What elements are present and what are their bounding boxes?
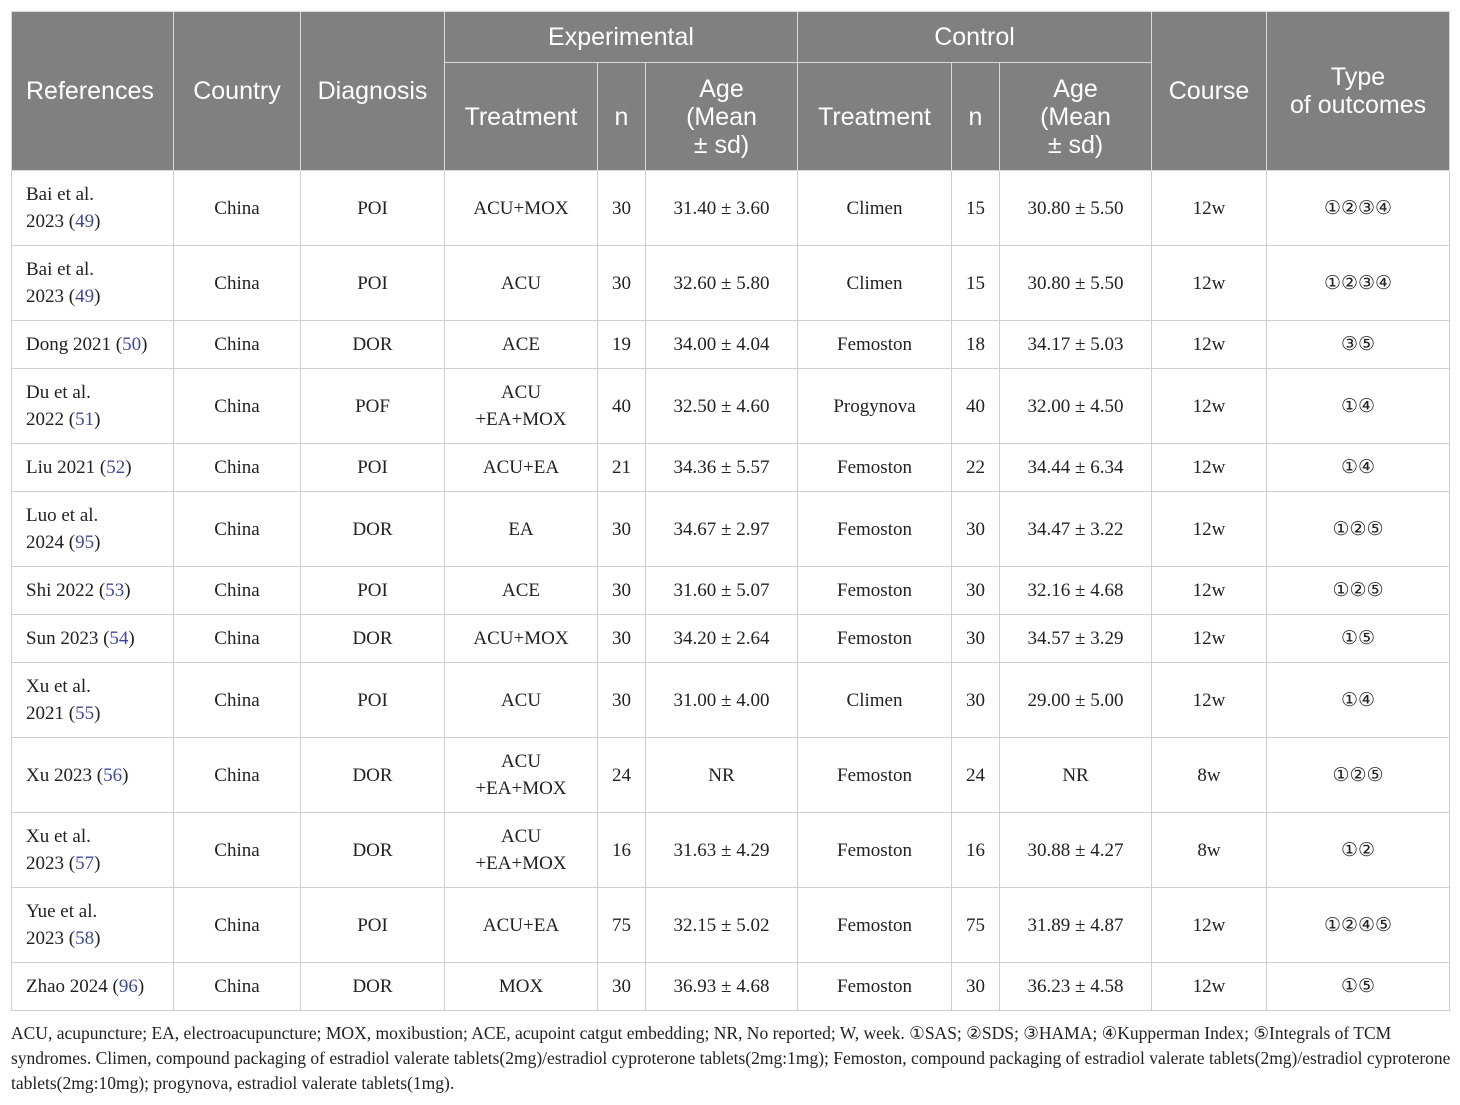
cell-exp-age: 34.36 ± 5.57	[646, 444, 798, 492]
cell-exp-n: 30	[598, 171, 646, 246]
exp-treatment-line1: ACE	[502, 334, 540, 355]
cell-country: China	[174, 888, 301, 963]
cell-outcomes: ①②③④	[1267, 171, 1450, 246]
cell-ctl-age: 34.57 ± 3.29	[1000, 615, 1152, 663]
citation-link[interactable]: 57	[75, 853, 95, 874]
cell-ctl-n: 30	[952, 963, 1000, 1011]
cell-ctl-n: 24	[952, 738, 1000, 813]
cell-reference	[12, 246, 174, 321]
citation-link[interactable]: 49	[75, 211, 95, 232]
cell-ctl-treatment: Femoston	[798, 888, 952, 963]
cell-course: 8w	[1152, 738, 1267, 813]
cell-diagnosis: DOR	[301, 321, 445, 369]
cell-course: 12w	[1152, 444, 1267, 492]
cell-reference	[12, 171, 174, 246]
reference-year: 2021 (	[26, 703, 76, 724]
cell-course: 12w	[1152, 663, 1267, 738]
exp-treatment-line1: ACU+EA	[482, 457, 560, 478]
cell-ctl-age: NR	[1000, 738, 1152, 813]
table-row	[12, 663, 1450, 738]
cell-exp-treatment	[445, 615, 598, 663]
cell-ctl-age: 34.47 ± 3.22	[1000, 492, 1152, 567]
cell-diagnosis: POI	[301, 888, 445, 963]
cell-exp-n: 30	[598, 663, 646, 738]
cell-course: 12w	[1152, 321, 1267, 369]
header-ctl-age-line2: (Mean	[1040, 102, 1111, 131]
cell-exp-age: 34.00 ± 4.04	[646, 321, 798, 369]
reference-close: )	[94, 703, 101, 724]
reference-text: Yue et al.	[26, 901, 98, 922]
reference-close: )	[94, 532, 101, 553]
cell-exp-treatment	[445, 663, 598, 738]
cell-reference	[12, 615, 174, 663]
table-row	[12, 888, 1450, 963]
cell-exp-treatment	[445, 888, 598, 963]
citation-link[interactable]: 53	[105, 580, 125, 601]
cell-exp-treatment	[445, 492, 598, 567]
cell-course: 12w	[1152, 888, 1267, 963]
cell-course: 12w	[1152, 492, 1267, 567]
cell-reference	[12, 738, 174, 813]
reference-text: Sun 2023 (	[26, 628, 110, 649]
reference-year: 2023 (	[26, 211, 76, 232]
cell-country: China	[174, 321, 301, 369]
cell-country: China	[174, 369, 301, 444]
table-header	[12, 12, 1450, 171]
reference-close: )	[94, 409, 101, 430]
citation-link[interactable]: 58	[75, 928, 95, 949]
cell-ctl-n: 30	[952, 663, 1000, 738]
cell-outcomes: ①②⑤	[1267, 492, 1450, 567]
table-row	[12, 444, 1450, 492]
cell-ctl-treatment: Femoston	[798, 963, 952, 1011]
cell-reference	[12, 444, 174, 492]
cell-course: 12w	[1152, 963, 1267, 1011]
cell-ctl-age: 32.16 ± 4.68	[1000, 567, 1152, 615]
cell-reference	[12, 813, 174, 888]
cell-exp-treatment	[445, 321, 598, 369]
citation-link[interactable]: 56	[103, 764, 123, 786]
table-container	[11, 11, 1449, 1011]
reference-close: )	[124, 580, 131, 601]
header-type-line2: of outcomes	[1289, 91, 1427, 119]
cell-exp-age: 32.15 ± 5.02	[646, 888, 798, 963]
header-exp-n: n	[598, 63, 646, 171]
reference-text: Bai et al.	[26, 259, 95, 280]
exp-treatment-line1: ACU	[500, 826, 542, 847]
reference-text: Luo et al.	[26, 505, 99, 526]
cell-ctl-age: 31.89 ± 4.87	[1000, 888, 1152, 963]
cell-exp-treatment	[445, 246, 598, 321]
cell-reference	[12, 663, 174, 738]
reference-text: Du et al.	[26, 382, 91, 403]
cell-exp-n: 19	[598, 321, 646, 369]
exp-treatment-line2: +EA+MOX	[475, 853, 567, 874]
cell-country: China	[174, 663, 301, 738]
citation-link[interactable]: 96	[118, 976, 138, 997]
exp-treatment-line2: +EA+MOX	[475, 778, 567, 799]
exp-treatment-line1: ACU	[500, 689, 542, 711]
cell-country: China	[174, 492, 301, 567]
reference-close: )	[125, 457, 132, 478]
cell-diagnosis: DOR	[301, 813, 445, 888]
table-row	[12, 813, 1450, 888]
table-row	[12, 171, 1450, 246]
citation-link[interactable]: 52	[106, 457, 126, 478]
cell-ctl-treatment: Femoston	[798, 738, 952, 813]
cell-outcomes: ①⑤	[1267, 963, 1450, 1011]
header-exp-age	[646, 63, 798, 171]
cell-outcomes: ①②③④	[1267, 246, 1450, 321]
reference-year: 2023 (	[26, 928, 76, 949]
cell-exp-n: 75	[598, 888, 646, 963]
cell-exp-n: 40	[598, 369, 646, 444]
cell-ctl-n: 40	[952, 369, 1000, 444]
reference-text: Xu 2023 (	[26, 764, 104, 786]
cell-ctl-treatment: Femoston	[798, 492, 952, 567]
cell-country: China	[174, 813, 301, 888]
cell-ctl-n: 15	[952, 171, 1000, 246]
cell-ctl-n: 16	[952, 813, 1000, 888]
table-row	[12, 963, 1450, 1011]
table-row	[12, 321, 1450, 369]
cell-ctl-n: 75	[952, 888, 1000, 963]
exp-treatment-line1: ACU+MOX	[473, 628, 569, 649]
header-references: References	[12, 12, 174, 171]
header-diagnosis: Diagnosis	[301, 12, 445, 171]
cell-diagnosis: DOR	[301, 615, 445, 663]
header-exp-treatment: Treatment	[445, 63, 598, 171]
header-country: Country	[174, 12, 301, 171]
header-ctl-n: n	[952, 63, 1000, 171]
reference-close: )	[122, 764, 129, 786]
cell-exp-age: NR	[646, 738, 798, 813]
cell-exp-age: 34.67 ± 2.97	[646, 492, 798, 567]
cell-exp-n: 21	[598, 444, 646, 492]
cell-country: China	[174, 171, 301, 246]
cell-course: 12w	[1152, 246, 1267, 321]
citation-link[interactable]: 51	[75, 409, 95, 430]
cell-country: China	[174, 444, 301, 492]
cell-country: China	[174, 567, 301, 615]
cell-course: 12w	[1152, 615, 1267, 663]
cell-exp-treatment	[445, 963, 598, 1011]
header-type-line1: Type	[1330, 63, 1386, 91]
cell-exp-age: 36.93 ± 4.68	[646, 963, 798, 1011]
reference-close: )	[94, 853, 101, 874]
cell-country: China	[174, 246, 301, 321]
cell-ctl-n: 18	[952, 321, 1000, 369]
table-row	[12, 738, 1450, 813]
cell-ctl-treatment: Femoston	[798, 615, 952, 663]
cell-ctl-age: 30.80 ± 5.50	[1000, 171, 1152, 246]
cell-diagnosis: POF	[301, 369, 445, 444]
exp-treatment-line1: EA	[508, 518, 534, 540]
cell-ctl-treatment: Climen	[798, 171, 952, 246]
table-row	[12, 567, 1450, 615]
cell-exp-age: 32.50 ± 4.60	[646, 369, 798, 444]
citation-link[interactable]: 50	[122, 334, 142, 355]
header-experimental: Experimental	[445, 12, 798, 63]
reference-text: Xu et al.	[26, 826, 91, 847]
reference-close: )	[141, 334, 148, 355]
reference-text: Zhao 2024 (	[26, 976, 119, 997]
exp-treatment-line1: ACU	[500, 272, 542, 294]
cell-exp-n: 24	[598, 738, 646, 813]
cell-outcomes: ③⑤	[1267, 321, 1450, 369]
cell-exp-age: 31.60 ± 5.07	[646, 567, 798, 615]
cell-course: 12w	[1152, 369, 1267, 444]
citation-link[interactable]: 55	[75, 703, 95, 724]
cell-ctl-n: 15	[952, 246, 1000, 321]
cell-country: China	[174, 738, 301, 813]
cell-exp-n: 30	[598, 492, 646, 567]
cell-exp-age: 31.40 ± 3.60	[646, 171, 798, 246]
exp-treatment-line1: ACU+MOX	[473, 197, 569, 219]
cell-exp-n: 30	[598, 246, 646, 321]
cell-diagnosis: DOR	[301, 738, 445, 813]
citation-link[interactable]: 95	[75, 532, 95, 553]
cell-course: 12w	[1152, 567, 1267, 615]
reference-text: Bai et al.	[26, 184, 95, 205]
table-row	[12, 615, 1450, 663]
exp-treatment-line2: +EA+MOX	[475, 409, 567, 430]
cell-ctl-n: 30	[952, 567, 1000, 615]
cell-ctl-treatment: Progynova	[798, 369, 952, 444]
reference-year: 2023 (	[26, 853, 76, 874]
header-exp-age-line2: (Mean	[686, 102, 757, 131]
cell-ctl-age: 30.80 ± 5.50	[1000, 246, 1152, 321]
cell-diagnosis: POI	[301, 663, 445, 738]
reference-close: )	[94, 286, 101, 307]
cell-exp-age: 34.20 ± 2.64	[646, 615, 798, 663]
cell-ctl-treatment: Femoston	[798, 813, 952, 888]
cell-diagnosis: DOR	[301, 963, 445, 1011]
exp-treatment-line1: ACE	[502, 580, 540, 601]
cell-ctl-n: 30	[952, 492, 1000, 567]
cell-country: China	[174, 615, 301, 663]
reference-close: )	[94, 928, 101, 949]
cell-ctl-treatment: Femoston	[798, 321, 952, 369]
table-row	[12, 492, 1450, 567]
cell-outcomes: ①⑤	[1267, 615, 1450, 663]
header-type-of-outcomes	[1267, 12, 1450, 171]
cell-reference	[12, 963, 174, 1011]
cell-ctl-treatment: Femoston	[798, 444, 952, 492]
cell-course: 8w	[1152, 813, 1267, 888]
header-control: Control	[798, 12, 1152, 63]
cell-exp-age: 32.60 ± 5.80	[646, 246, 798, 321]
cell-ctl-treatment: Climen	[798, 663, 952, 738]
cell-reference	[12, 492, 174, 567]
cell-diagnosis: POI	[301, 444, 445, 492]
header-ctl-age-line3: ± sd)	[1047, 130, 1104, 159]
cell-ctl-treatment: Femoston	[798, 567, 952, 615]
cell-outcomes: ①④	[1267, 663, 1450, 738]
cell-diagnosis: POI	[301, 567, 445, 615]
cell-exp-treatment	[445, 369, 598, 444]
cell-ctl-age: 30.88 ± 4.27	[1000, 813, 1152, 888]
exp-treatment-line1: ACU	[500, 751, 542, 772]
cell-diagnosis: POI	[301, 171, 445, 246]
citation-link[interactable]: 49	[75, 286, 95, 307]
cell-country: China	[174, 963, 301, 1011]
table-body	[12, 171, 1450, 1011]
cell-outcomes: ①④	[1267, 369, 1450, 444]
header-course: Course	[1152, 12, 1267, 171]
cell-exp-age: 31.63 ± 4.29	[646, 813, 798, 888]
cell-exp-n: 30	[598, 567, 646, 615]
cell-diagnosis: DOR	[301, 492, 445, 567]
cell-ctl-n: 30	[952, 615, 1000, 663]
cell-ctl-treatment: Climen	[798, 246, 952, 321]
cell-exp-treatment	[445, 813, 598, 888]
exp-treatment-line1: MOX	[498, 976, 544, 997]
reference-close: )	[128, 628, 135, 649]
exp-treatment-line1: ACU+EA	[482, 914, 560, 936]
header-exp-age-line1: Age	[699, 74, 744, 103]
cell-reference	[12, 369, 174, 444]
reference-text: Dong 2021 (	[26, 334, 123, 355]
reference-text: Shi 2022 (	[26, 580, 106, 601]
cell-outcomes: ①②⑤	[1267, 567, 1450, 615]
cell-reference	[12, 888, 174, 963]
reference-year: 2022 (	[26, 409, 76, 430]
header-ctl-age	[1000, 63, 1152, 171]
table-row	[12, 246, 1450, 321]
exp-treatment-line1: ACU	[500, 382, 542, 403]
cell-outcomes: ①②	[1267, 813, 1450, 888]
header-ctl-age-line1: Age	[1053, 74, 1098, 103]
cell-reference	[12, 567, 174, 615]
header-exp-age-line3: ± sd)	[693, 130, 750, 159]
cell-outcomes: ①④	[1267, 444, 1450, 492]
header-ctl-treatment: Treatment	[798, 63, 952, 171]
reference-text: Xu et al.	[26, 676, 91, 697]
cell-outcomes: ①②④⑤	[1267, 888, 1450, 963]
cell-exp-age: 31.00 ± 4.00	[646, 663, 798, 738]
cell-exp-treatment	[445, 738, 598, 813]
cell-ctl-age: 34.17 ± 5.03	[1000, 321, 1152, 369]
cell-ctl-age: 29.00 ± 5.00	[1000, 663, 1152, 738]
citation-link[interactable]: 54	[109, 628, 129, 649]
cell-ctl-age: 36.23 ± 4.58	[1000, 963, 1152, 1011]
reference-close: )	[94, 211, 101, 232]
cell-ctl-age: 32.00 ± 4.50	[1000, 369, 1152, 444]
reference-close: )	[137, 976, 145, 997]
cell-ctl-age: 34.44 ± 6.34	[1000, 444, 1152, 492]
table-footnote: ACU, acupuncture; EA, electroacupuncture; MOX, moxibustion; ACE, acupoint catgut embedding; NR, No reported; W, week. ①SAS; ②SDS; ③HAMA; ④Kupperman Index; ⑤Integrals of TCM syndromes. Climen, compound packaging of estradiol valerate tablets(2mg)/estradiol cyproterone tablets(2mg:1mg); Femoston, compound packaging of estradiol valerate tablets(2mg)/estradiol cyproterone tablets(2mg:10mg); progynova, estradiol valerate tablets(1mg).	[11, 1023, 1451, 1093]
table-row	[12, 369, 1450, 444]
cell-course: 12w	[1152, 171, 1267, 246]
cell-diagnosis: POI	[301, 246, 445, 321]
cell-outcomes: ①②⑤	[1267, 738, 1450, 813]
cell-exp-n: 30	[598, 963, 646, 1011]
study-characteristics-table	[11, 11, 1450, 1011]
reference-year: 2024 (	[26, 532, 76, 553]
cell-reference	[12, 321, 174, 369]
reference-text: Liu 2021 (	[26, 457, 107, 478]
cell-exp-treatment	[445, 567, 598, 615]
cell-exp-n: 16	[598, 813, 646, 888]
cell-exp-n: 30	[598, 615, 646, 663]
cell-exp-treatment	[445, 171, 598, 246]
cell-exp-treatment	[445, 444, 598, 492]
cell-ctl-n: 22	[952, 444, 1000, 492]
reference-year: 2023 (	[26, 286, 76, 307]
